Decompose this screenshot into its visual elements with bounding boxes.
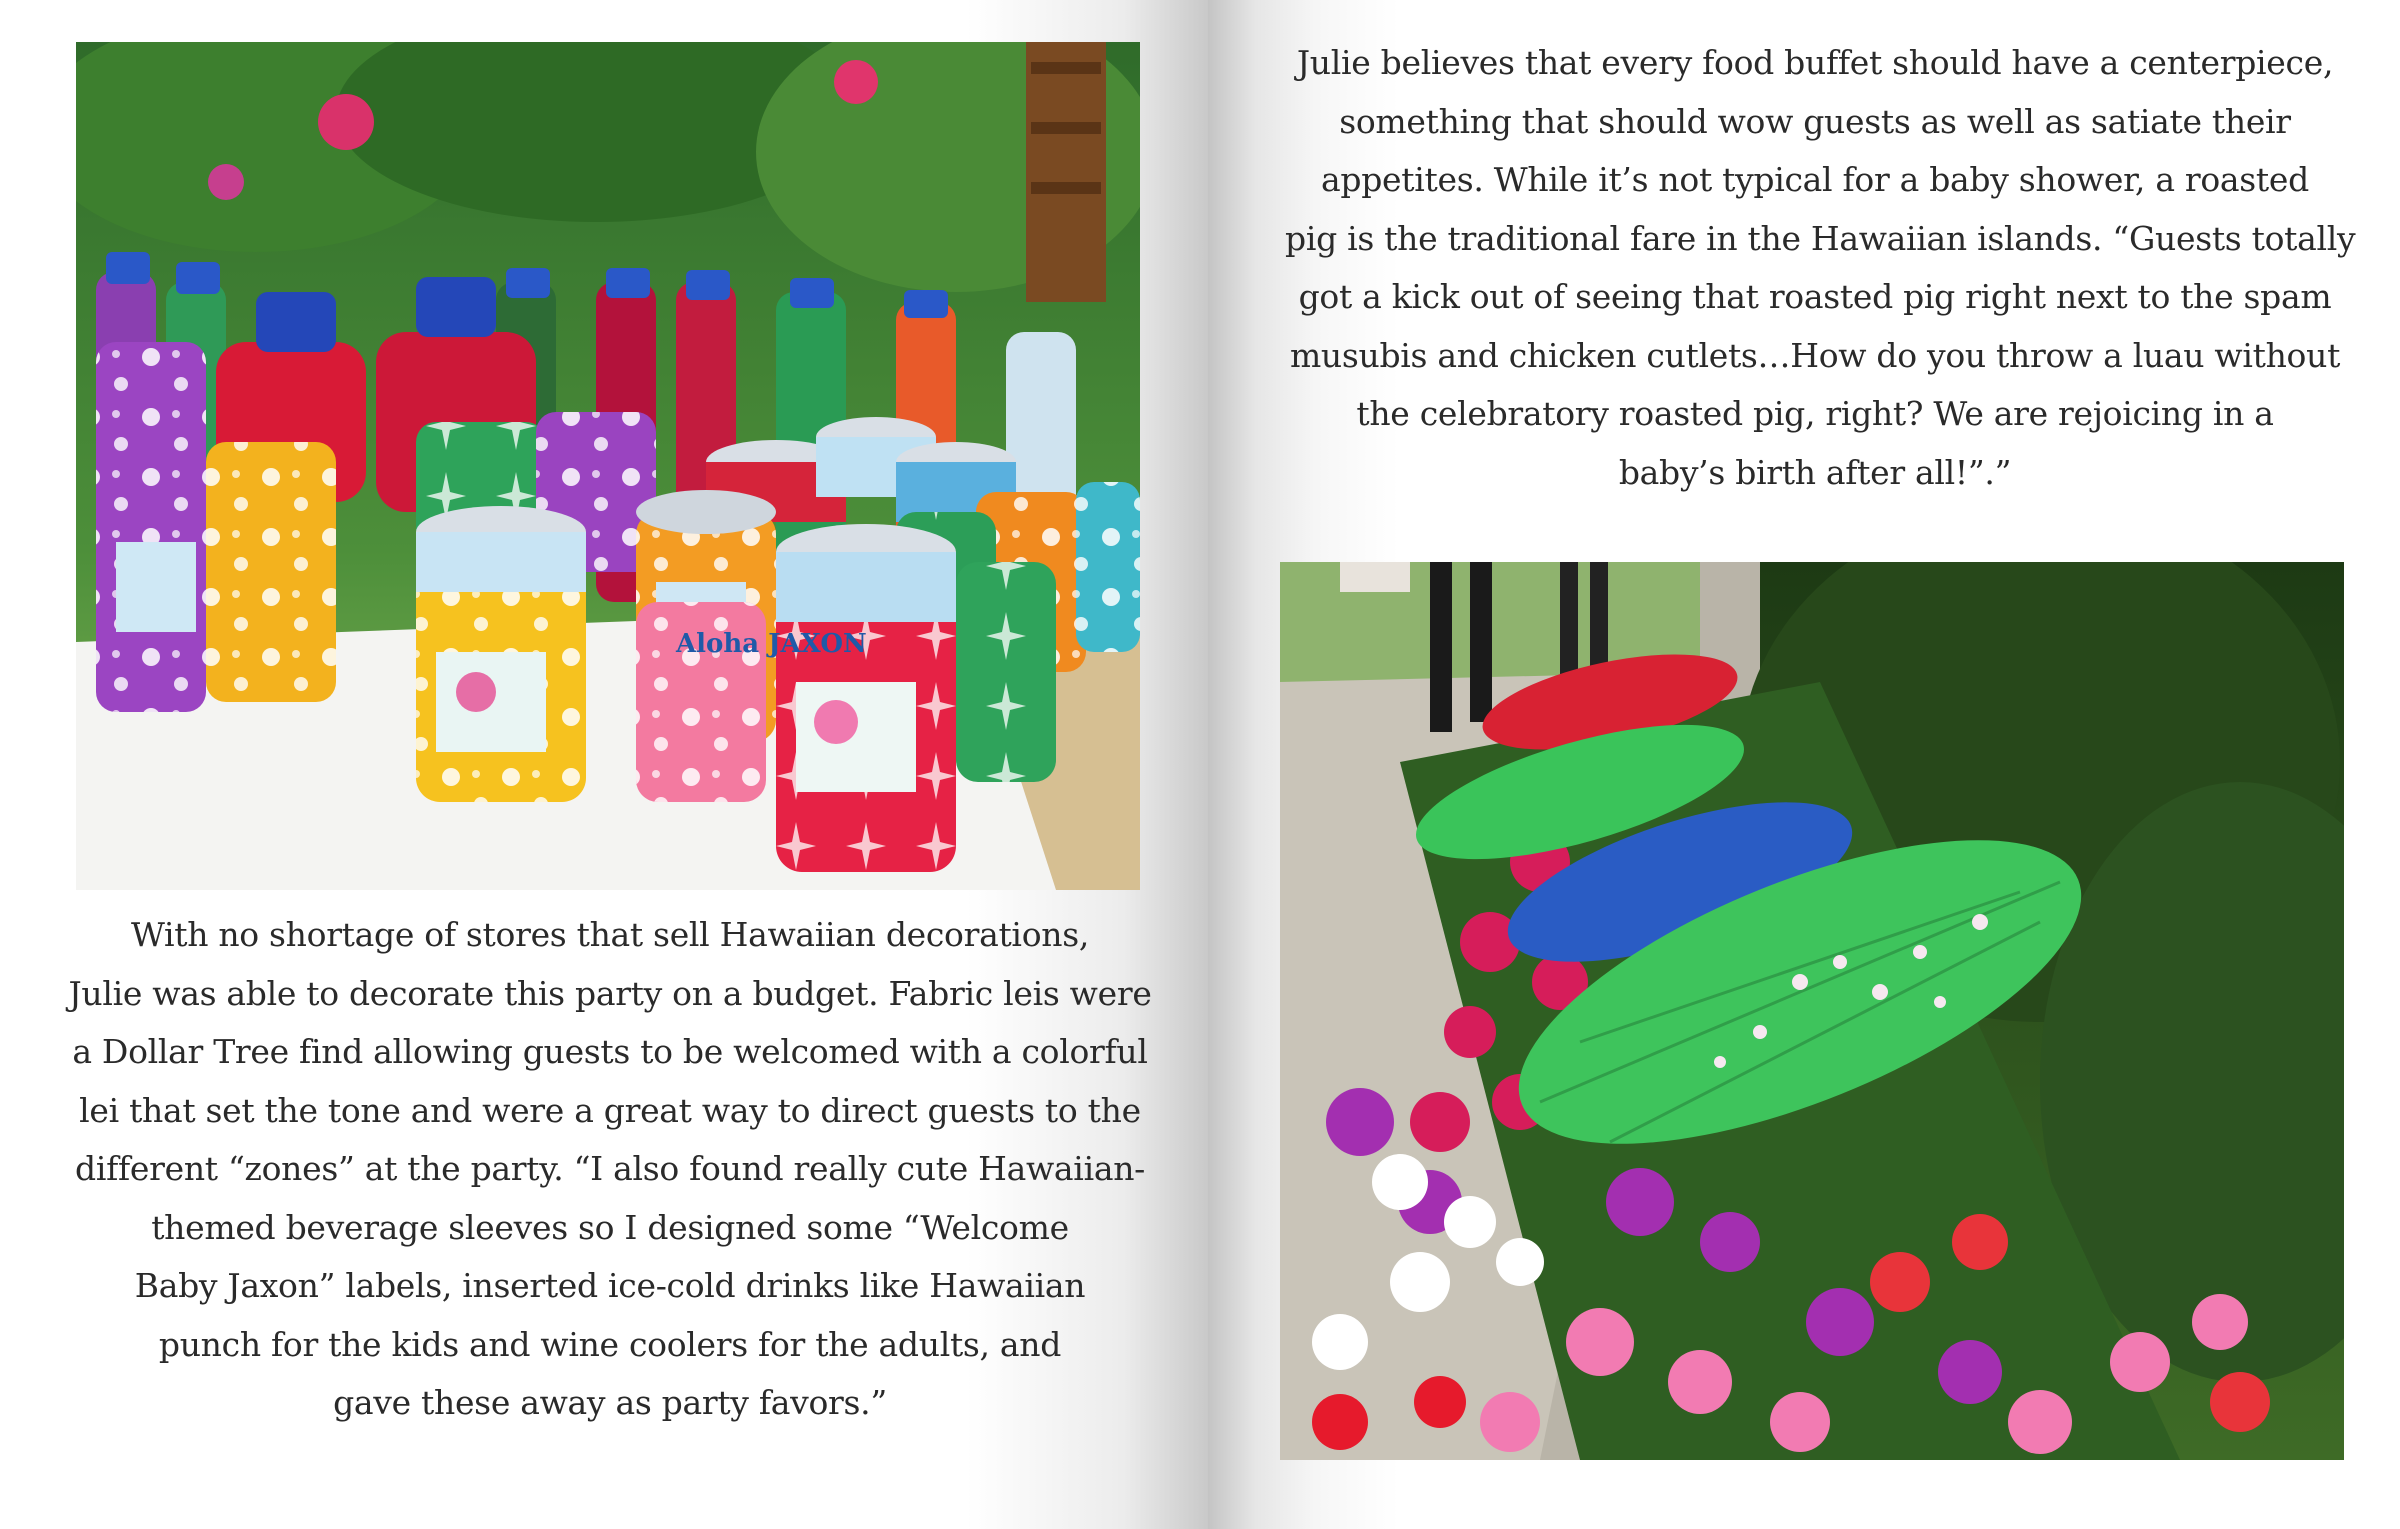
left-paragraph-line-9: gave these away as party favors.” xyxy=(333,1383,887,1422)
left-paragraph-line-5: different “zones” at the party. “I also found really cute Hawaiian- xyxy=(75,1149,1145,1188)
left-paragraph-line-7: Baby Jaxon” labels, inserted ice-cold drinks like Hawaiian xyxy=(134,1266,1086,1305)
right-paragraph-line-6: musubis and chicken cutlets…How do you throw a luau without xyxy=(1289,335,2341,375)
left-paragraph-line-1: With no shortage of stores that sell Hawaiian decorations, xyxy=(130,915,1090,954)
left-paragraph-line-4: lei that set the tone and were a great way to direct guests to the xyxy=(79,1090,1141,1130)
parasols-flowers-photo xyxy=(1280,562,2344,1460)
right-paragraph-line-8: baby’s birth after all!”.” xyxy=(1618,452,2012,492)
left-paragraph-line-3: a Dollar Tree find allowing guests to be welcomed with a colorful xyxy=(72,1032,1148,1071)
koozie-label-text: Aloha JAXON xyxy=(676,629,867,659)
left-paragraph-line-8: punch for the kids and wine coolers for the adults, and xyxy=(158,1324,1062,1364)
right-paragraph-line-2: something that should wow guests as well as satiate their xyxy=(1339,101,2291,141)
right-paragraph xyxy=(1285,34,2356,502)
drink-koozies-illustration xyxy=(76,42,1140,890)
right-paragraph-line-3: appetites. While it’s not typical for a baby shower, a roasted xyxy=(1321,160,2309,199)
right-paragraph-line-4: pig is the traditional fare in the Hawaiian islands. “Guests totally xyxy=(1285,218,2356,258)
right-paragraph-line-7: the celebratory roasted pig, right? We are rejoicing in a xyxy=(1356,394,2274,433)
right-paragraph-line-1: Julie believes that every food buffet should have a centerpiece, xyxy=(1296,43,2334,82)
left-paragraph-line-2: Julie was able to decorate this party on a budget. Fabric leis were xyxy=(68,973,1152,1013)
parasols-flowers-illustration xyxy=(1280,562,2344,1460)
left-paragraph xyxy=(60,906,1160,1433)
left-paragraph-line-6: themed beverage sleeves so I designed some “Welcome xyxy=(151,1207,1069,1247)
right-paragraph-line-5: got a kick out of seeing that roasted pig right next to the spam xyxy=(1298,277,2332,316)
drink-koozies-photo xyxy=(76,42,1140,890)
